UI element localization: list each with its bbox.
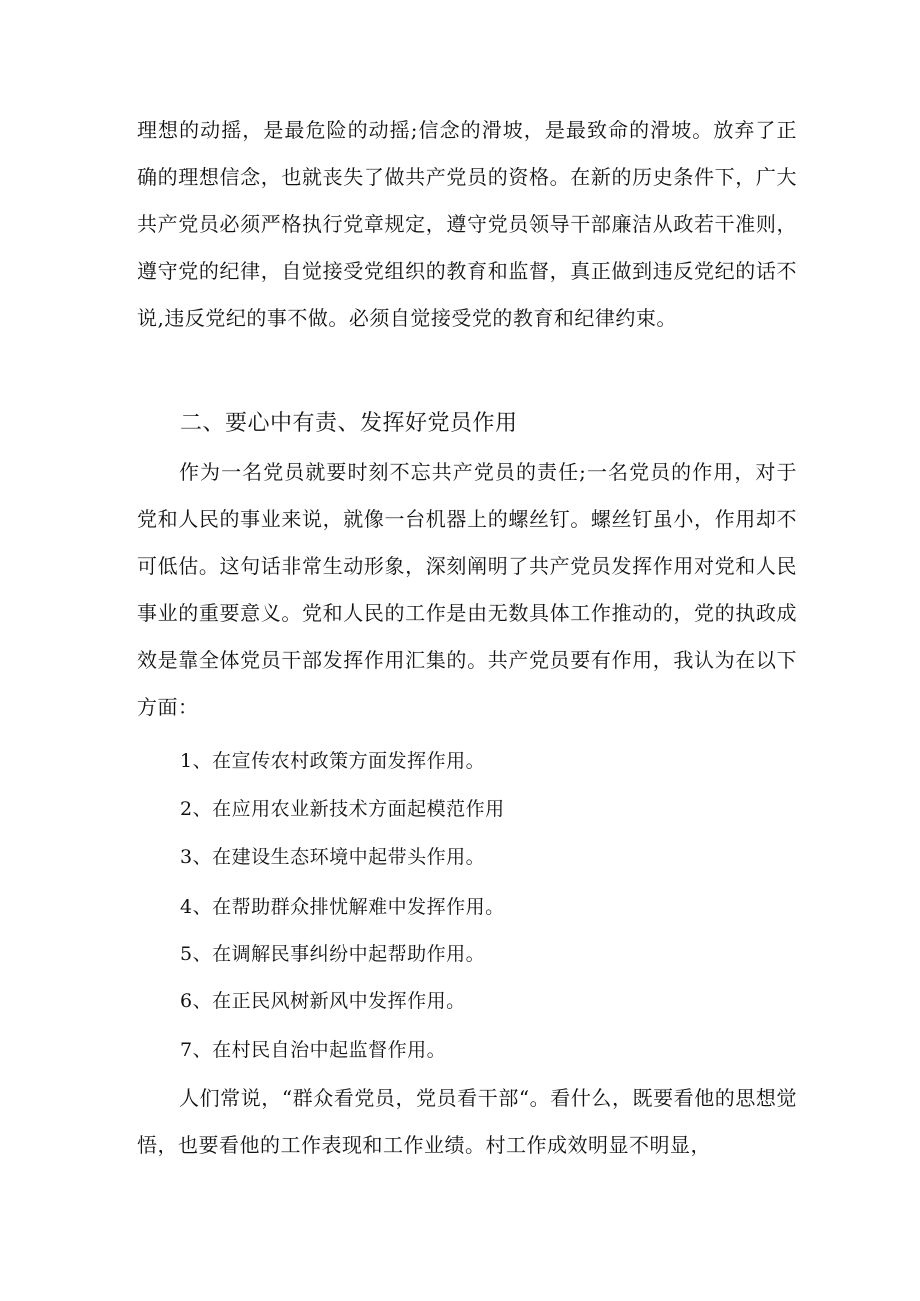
list-item-7: 7、在村民自治中起监督作用。: [180, 1039, 447, 1061]
list-item-1: 1、在宣传农村政策方面发挥作用。: [180, 750, 486, 772]
section-heading-2: 二、要心中有责、发挥好党员作用: [180, 411, 518, 436]
paragraph-ideals: 理想的动摇，是最危险的动摇;信念的滑坡，是最致命的滑坡。放弃了正确的理想信念，也就丧失了做共产党员的资格。在新的历史条件下，广大共产党员必须严格执行党章规定，遵守党员领导干部廉洁从政若干准则，遵守党的纪律，自觉接受党组织的教育和监督，真正做到违反党纪的话不说,违反党纪的事不做。必须自觉接受党的教育和纪律约束。: [137, 118, 797, 330]
list-item-5: 5、在调解民事纠纷中起帮助作用。: [180, 943, 486, 965]
paragraph-masses: 人们常说，“群众看党员，党员看干部“。看什么，既要看他的思想觉悟，也要看他的工作表现和工作业绩。村工作成效明显不明显，: [137, 1086, 797, 1157]
list-item-6: 6、在正民风树新风中发挥作用。: [180, 990, 466, 1012]
list-item-4: 4、在帮助群众排忧解难中发挥作用。: [180, 896, 505, 918]
list-item-2: 2、在应用农业新技术方面起模范作用: [180, 798, 505, 820]
list-item-3: 3、在建设生态环境中起带头作用。: [180, 846, 486, 868]
paragraph-party-role: 作为一名党员就要时刻不忘共产党员的责任;一名党员的作用，对于党和人民的事业来说，就像一台机器上的螺丝钉。螺丝钉虽小，作用却不可低估。这句话非常生动形象，深刻阐明了共产党员发挥作用对党和人民事业的重要意义。党和人民的工作是由无数具体工作推动的，党的执政成效是靠全体党员干部发挥作用汇集的。共产党员要有作用，我认为在以下方面：: [137, 460, 797, 719]
